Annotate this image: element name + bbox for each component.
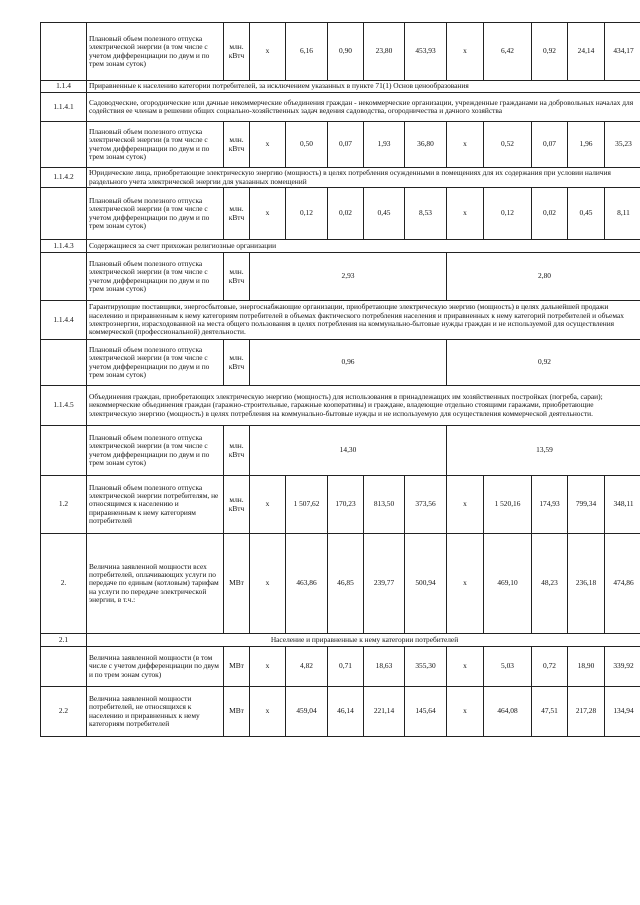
value-cell: 0,12 [286, 188, 328, 240]
value-cell: 813,50 [364, 476, 405, 534]
value-cell: 0,02 [532, 188, 568, 240]
indicator-name: Плановый объем полезного отпуска электрической энергии (в том числе с учетом дифференциации по двум и по трем зонам суток) [87, 188, 224, 240]
table-row [41, 122, 640, 168]
value-cell: х [447, 23, 484, 81]
indicator-name: Величина заявленной мощности (в том числе с учетом дифференциации по двум и по трем зонам суток) [87, 647, 224, 687]
row-number: 1.1.4.1 [41, 93, 87, 122]
row-number: 1.2 [41, 476, 87, 534]
section-title: Гарантирующие поставщики, энергосбытовые, энергоснабжающие организации, приобретающие электрическую энергию (мощность) в целях дальнейшей продажи населению и приравненным к нему категориям потребителей в объемах фактического потребления населения и приравненных к нему категорий потребителей и объемах электроэнергии, израсходованной на места общего пользования в целях потребления на коммунально-бытовые нужды граждан и не используемой для осуществления коммерческой (профессиональной) деятельности. [87, 301, 640, 340]
value-cell: 1,93 [364, 122, 405, 168]
value-cell: 0,50 [286, 122, 328, 168]
value-cell: 46,85 [328, 534, 364, 634]
section-title: Юридические лица, приобретающие электрическую энергию (мощность) в целях потребления осужденными в помещениях для их содержания при условии наличия раздельного учета электрической энергии для указанных помещений [87, 168, 640, 188]
value-cell: 453,93 [405, 23, 447, 81]
value-cell: 0,72 [532, 647, 568, 687]
indicator-name: Плановый объем полезного отпуска электрической энергии (в том числе с учетом дифференциации по двум и по трем зонам суток) [87, 253, 224, 301]
value-cell: 35,23 [605, 122, 640, 168]
value-cell: 18,90 [568, 647, 605, 687]
value-cell-merged: 2,80 [447, 253, 640, 301]
row-number [41, 23, 87, 81]
row-number [41, 253, 87, 301]
value-cell: 464,08 [484, 687, 532, 737]
value-cell: 799,34 [568, 476, 605, 534]
row-number: 1.1.4 [41, 81, 87, 93]
value-cell: 1,96 [568, 122, 605, 168]
value-cell: х [250, 23, 286, 81]
value-cell: 217,28 [568, 687, 605, 737]
section-title: Садоводческие, огороднические или дачные некоммерческие объединения граждан - некоммерческие организации, учрежденные гражданами на добровольных началах для содействия ее членам в решении общих социально-хозяйственных задач ведения садоводства, огородничества и дачного хозяйства [87, 93, 640, 122]
value-cell: 6,42 [484, 23, 532, 81]
value-cell: 47,51 [532, 687, 568, 737]
value-cell: х [447, 647, 484, 687]
value-cell: х [250, 534, 286, 634]
table-row [41, 426, 640, 476]
value-cell: 0,45 [568, 188, 605, 240]
value-cell: х [250, 647, 286, 687]
value-cell: х [447, 122, 484, 168]
unit-cell: МВт [224, 647, 250, 687]
value-cell: 170,23 [328, 476, 364, 534]
indicator-name: Плановый объем полезного отпуска электрической энергии потребителям, не относящимся к населению и приравненным к нему категориям потребителей [87, 476, 224, 534]
value-cell: 236,18 [568, 534, 605, 634]
value-cell: х [250, 687, 286, 737]
section-title: Приравненные к населению категории потребителей, за исключением указанных в пункте 71(1) Основ ценообразования [87, 81, 640, 93]
row-number [41, 188, 87, 240]
value-cell: 0,45 [364, 188, 405, 240]
indicator-name: Плановый объем полезного отпуска электрической энергии (в том числе с учетом дифференциации по двум и по трем зонам суток) [87, 23, 224, 81]
value-cell: х [447, 188, 484, 240]
unit-cell: млн. кВтч [224, 253, 250, 301]
table-row [41, 301, 640, 340]
row-number: 1.1.4.5 [41, 386, 87, 426]
table-row [41, 23, 640, 81]
table-row [41, 476, 640, 534]
value-cell: 0,92 [532, 23, 568, 81]
row-number: 2.2 [41, 687, 87, 737]
unit-cell: млн. кВтч [224, 426, 250, 476]
value-cell: 8,11 [605, 188, 640, 240]
value-cell: 0,52 [484, 122, 532, 168]
value-cell: 48,23 [532, 534, 568, 634]
indicator-name: Плановый объем полезного отпуска электрической энергии (в том числе с учетом дифференциации по двум и по трем зонам суток) [87, 122, 224, 168]
indicator-name: Плановый объем полезного отпуска электрической энергии (в том числе с учетом дифференциации по двум и по трем зонам суток) [87, 426, 224, 476]
value-cell: 24,14 [568, 23, 605, 81]
value-cell: 469,10 [484, 534, 532, 634]
value-cell: 0,90 [328, 23, 364, 81]
value-cell: 5,03 [484, 647, 532, 687]
value-cell: 355,30 [405, 647, 447, 687]
value-cell: 373,56 [405, 476, 447, 534]
unit-cell: млн. кВтч [224, 476, 250, 534]
unit-cell: МВт [224, 687, 250, 737]
value-cell: 8,53 [405, 188, 447, 240]
table-row [41, 647, 640, 687]
value-cell: 0,71 [328, 647, 364, 687]
value-cell: 6,16 [286, 23, 328, 81]
value-cell-merged: 0,92 [447, 340, 640, 386]
unit-cell: млн. кВтч [224, 23, 250, 81]
value-cell: 339,92 [605, 647, 640, 687]
row-number: 2.1 [41, 634, 87, 647]
table-row [41, 534, 640, 634]
value-cell: 4,82 [286, 647, 328, 687]
table-row [41, 386, 640, 426]
row-number [41, 122, 87, 168]
indicator-name: Плановый объем полезного отпуска электрической энергии (в том числе с учетом дифференциации по двум и по трем зонам суток) [87, 340, 224, 386]
value-cell: 46,14 [328, 687, 364, 737]
value-cell-merged: 2,93 [250, 253, 447, 301]
table-row [41, 687, 640, 737]
row-number: 2. [41, 534, 87, 634]
unit-cell: млн. кВтч [224, 188, 250, 240]
row-number [41, 647, 87, 687]
table-row [41, 168, 640, 188]
value-cell-merged: 14,30 [250, 426, 447, 476]
value-cell-merged: 0,96 [250, 340, 447, 386]
unit-cell: млн. кВтч [224, 340, 250, 386]
value-cell: 174,93 [532, 476, 568, 534]
value-cell-merged: 13,59 [447, 426, 640, 476]
value-cell: 1 507,62 [286, 476, 328, 534]
value-cell: 1 520,16 [484, 476, 532, 534]
section-title: Объединения граждан, приобретающих электрическую энергию (мощность) для использования в принадлежащих им хозяйственных постройках (погреба, сараи); некоммерческие объединения граждан (гаражно-строительные, гаражные кооперативы) и граждане, владеющие отдельно стоящими гаражами, приобретающие электрическую энергию (мощность) в целях потребления на коммунально-бытовые нужды и не используемую для осуществления коммерческой деятельности. [87, 386, 640, 426]
unit-cell: млн. кВтч [224, 122, 250, 168]
row-number: 1.1.4.3 [41, 240, 87, 253]
table-row [41, 93, 640, 122]
value-cell: 221,14 [364, 687, 405, 737]
value-cell: х [250, 122, 286, 168]
row-number: 1.1.4.2 [41, 168, 87, 188]
value-cell: 500,94 [405, 534, 447, 634]
table-row [41, 240, 640, 253]
value-cell: 239,77 [364, 534, 405, 634]
row-number [41, 426, 87, 476]
indicator-name: Величина заявленной мощности всех потребителей, оплачивающих услуги по передаче по единым (котловым) тарифам на услуги по передаче электрической энергии, в т.ч.: [87, 534, 224, 634]
value-cell: 36,80 [405, 122, 447, 168]
value-cell: 0,07 [532, 122, 568, 168]
value-cell: 459,04 [286, 687, 328, 737]
section-title: Население и приравненные к нему категории потребителей [87, 634, 640, 647]
unit-cell: МВт [224, 534, 250, 634]
value-cell: 145,64 [405, 687, 447, 737]
value-cell: х [447, 476, 484, 534]
value-cell: 474,86 [605, 534, 640, 634]
tariff-table [40, 22, 640, 737]
value-cell: 0,12 [484, 188, 532, 240]
section-title: Содержащиеся за счет прихожан религиозные организации [87, 240, 640, 253]
table-row [41, 634, 640, 647]
value-cell: х [447, 534, 484, 634]
table-row [41, 188, 640, 240]
value-cell: 18,63 [364, 647, 405, 687]
indicator-name: Величина заявленной мощности потребителей, не относящихся к населению и приравненных к нему категориям потребителей [87, 687, 224, 737]
value-cell: 434,17 [605, 23, 640, 81]
row-number: 1.1.4.4 [41, 301, 87, 340]
value-cell: х [447, 687, 484, 737]
table-row [41, 81, 640, 93]
table-row [41, 253, 640, 301]
value-cell: х [250, 476, 286, 534]
row-number [41, 340, 87, 386]
value-cell: 0,07 [328, 122, 364, 168]
value-cell: 463,86 [286, 534, 328, 634]
value-cell: 134,94 [605, 687, 640, 737]
value-cell: 0,02 [328, 188, 364, 240]
value-cell: х [250, 188, 286, 240]
value-cell: 348,11 [605, 476, 640, 534]
value-cell: 23,80 [364, 23, 405, 81]
table-row [41, 340, 640, 386]
